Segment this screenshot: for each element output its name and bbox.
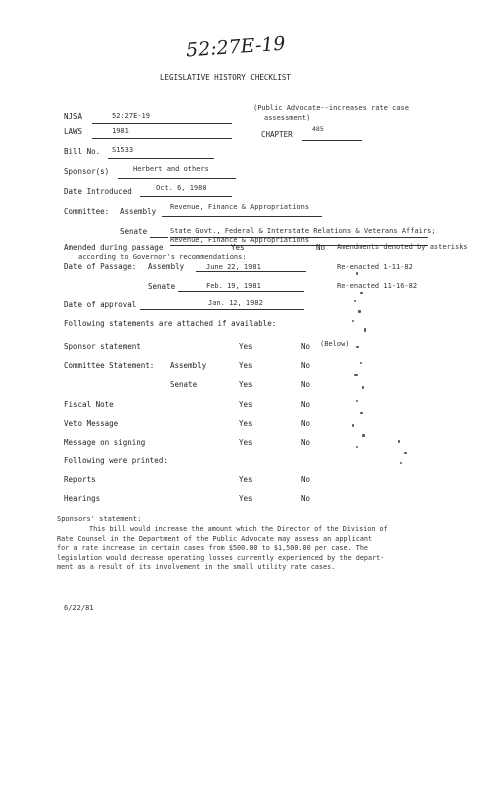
amended-yes: Yes — [231, 243, 245, 252]
sponsor-statement-extra: (Below) — [320, 340, 350, 348]
amended-no: No — [316, 243, 326, 252]
hearings-yes: Yes — [239, 494, 253, 503]
fiscal-note-no: No — [301, 400, 311, 409]
passage-senate-value: Feb. 19, 1981 — [206, 282, 261, 290]
message-signing-label: Message on signing — [64, 438, 146, 447]
veto-message-label: Veto Message — [64, 419, 119, 428]
governor-note: according to Governor's recommendations: — [78, 253, 247, 261]
njsa-note-2: assessment) — [264, 114, 311, 122]
sponsor-statement-no: No — [301, 342, 311, 351]
committee-statement-label: Committee Statement: — [64, 361, 155, 370]
fiscal-note-yes: Yes — [239, 400, 253, 409]
bill-value: S1533 — [112, 146, 134, 154]
committee-statement-assembly-no: No — [301, 361, 311, 370]
statement-line: ment as a result of its involvement in the small utility rate cases. — [57, 563, 336, 572]
date-introduced-label: Date Introduced — [64, 187, 132, 196]
approval-value: Jan. 12, 1982 — [208, 299, 263, 307]
sponsor-statement-yes: Yes — [239, 342, 253, 351]
statement-line: This bill would increase the amount which the Director of the Division of — [89, 525, 388, 533]
chapter-value: 485 — [312, 125, 324, 133]
committee-assembly-value: Revenue, Finance & Appropriations — [170, 203, 310, 211]
bill-label: Bill No. — [64, 147, 101, 156]
message-signing-no: No — [301, 438, 311, 447]
njsa-value: 52:27E-19 — [112, 112, 150, 120]
approval-label: Date of approval — [64, 300, 137, 309]
sponsor-statement-label: Sponsor statement — [64, 342, 141, 351]
passage-senate-reenacted: Re-enacted 11-16-82 — [337, 282, 418, 290]
attached-heading: Following statements are attached if available: — [64, 319, 277, 328]
passage-assembly-label: Assembly — [148, 262, 185, 271]
date-introduced-value: Oct. 6, 1980 — [156, 184, 207, 192]
veto-message-no: No — [301, 419, 311, 428]
njsa-note: (Public Advocate--increases rate case — [253, 104, 409, 112]
chapter-label: CHAPTER — [261, 130, 293, 139]
njsa-label: NJSA — [64, 112, 83, 121]
committee-statement-assembly: Assembly — [170, 361, 207, 370]
handwritten-statute-number: 52:27E-19 — [185, 32, 287, 62]
laws-value: 1981 — [112, 127, 129, 135]
hearings-label: Hearings — [64, 494, 101, 503]
veto-message-yes: Yes — [239, 419, 253, 428]
sponsors-statement-body — [57, 525, 388, 573]
amended-label: Amended during passage — [64, 243, 164, 252]
statement-line: Rate Counsel in the Department of the Public Advocate may assess an applicant — [57, 534, 373, 543]
committee-statement-senate-yes: Yes — [239, 380, 253, 389]
printed-heading: Following were printed: — [64, 456, 168, 465]
sponsors-value: Herbert and others — [133, 165, 209, 173]
committee-statement-senate-no: No — [301, 380, 311, 389]
committee-statement-senate: Senate — [170, 380, 198, 389]
statement-line: legislation would decrease operating losses currently experienced by the depart- — [57, 553, 385, 562]
page-title: LEGISLATIVE HISTORY CHECKLIST — [160, 73, 291, 82]
committee-assembly-label: Assembly — [120, 207, 157, 216]
committee-senate-label: Senate — [120, 227, 148, 236]
reports-yes: Yes — [239, 475, 253, 484]
hearings-no: No — [301, 494, 311, 503]
committee-senate-value-2: Revenue, Finance & Appropriations — [170, 236, 310, 244]
committee-senate-value: State Govt., Federal & Interstate Relations & Veterans Affairs; — [170, 227, 436, 235]
reports-no: No — [301, 475, 311, 484]
fiscal-note-label: Fiscal Note — [64, 400, 114, 409]
message-signing-yes: Yes — [239, 438, 253, 447]
amended-note: Amendments denoted by asterisks — [337, 243, 468, 251]
committee-label: Committee: — [64, 207, 110, 216]
laws-label: LAWS — [64, 127, 83, 136]
footer-date: 6/22/81 — [64, 604, 94, 612]
sponsors-statement-heading: Sponsors' statement: — [57, 515, 142, 523]
reports-label: Reports — [64, 475, 96, 484]
passage-assembly-value: June 22, 1981 — [206, 263, 261, 271]
passage-label: Date of Passage: — [64, 262, 137, 271]
statement-line: for a rate increase in certain cases from $500.00 to $1,500.00 per case. The — [57, 544, 368, 553]
passage-senate-label: Senate — [148, 282, 176, 291]
passage-assembly-reenacted: Re-enacted 1-11-82 — [337, 263, 413, 271]
sponsors-label: Sponsor(s) — [64, 167, 110, 176]
committee-statement-assembly-yes: Yes — [239, 361, 253, 370]
